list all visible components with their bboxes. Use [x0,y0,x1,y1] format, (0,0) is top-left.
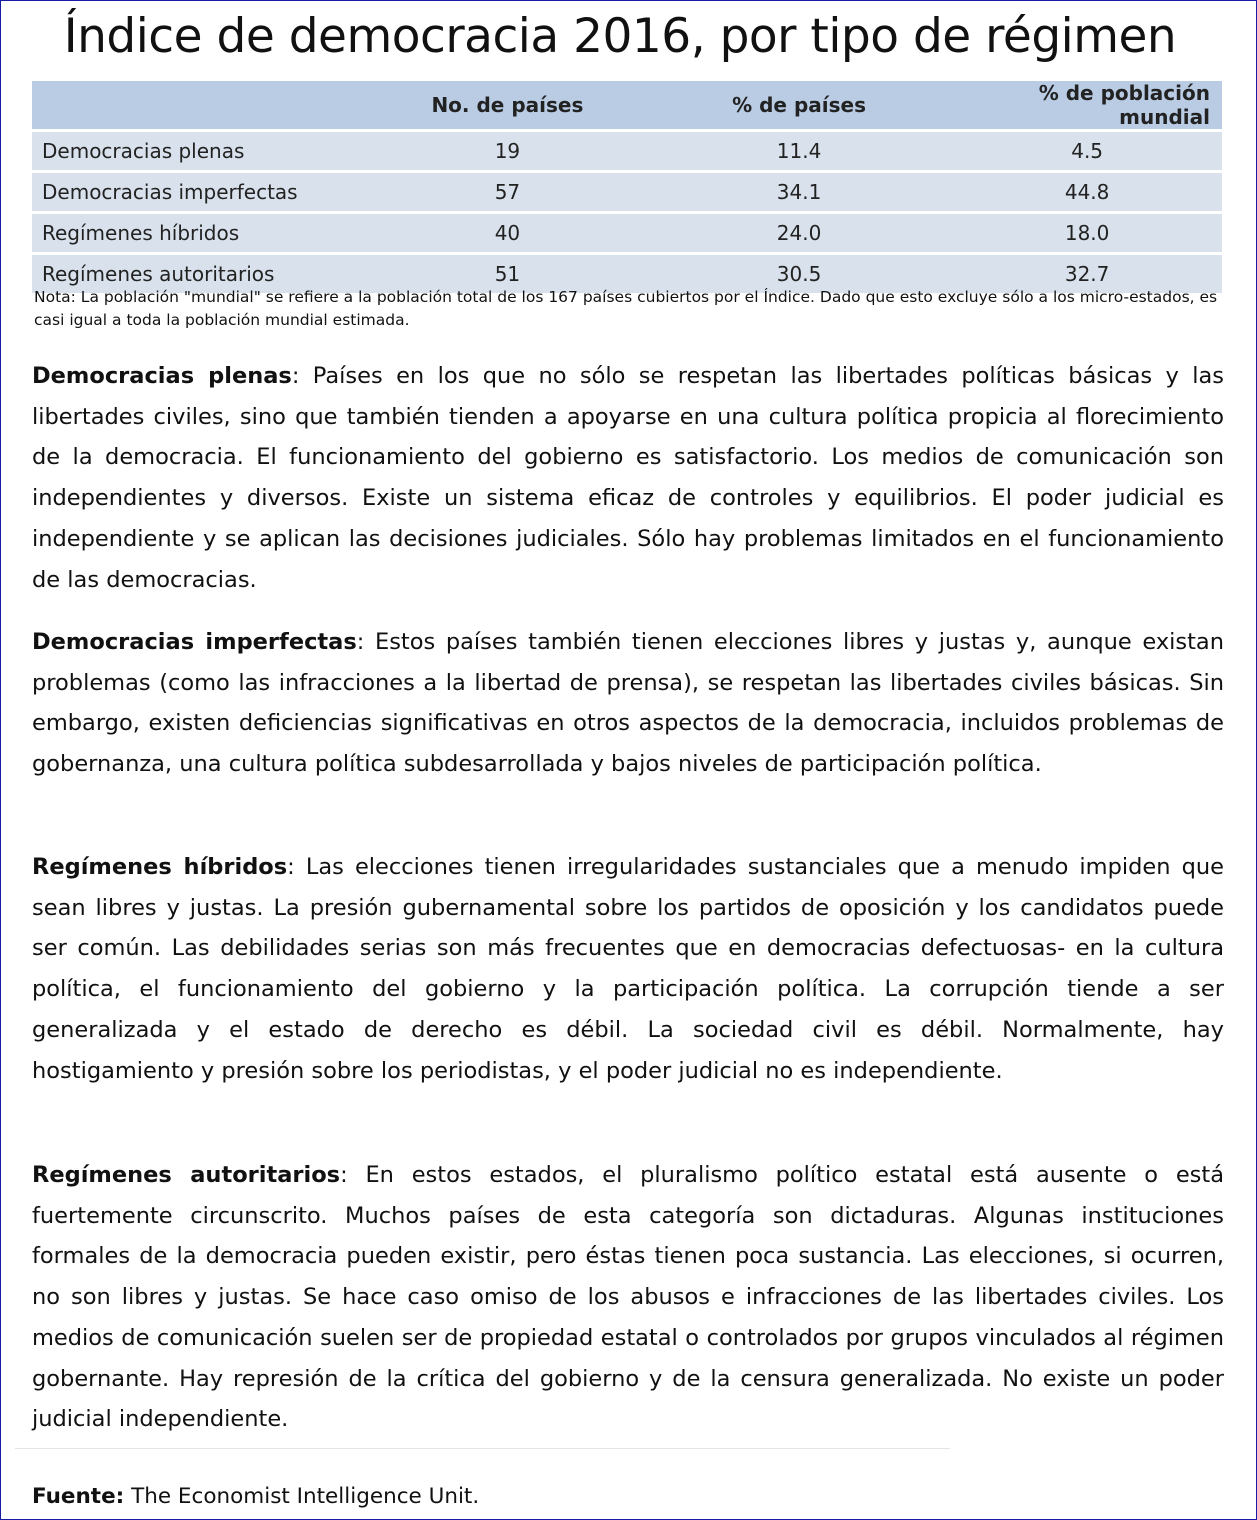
row-pct-population: 4.5 [952,132,1222,170]
table-note: Nota: La población "mundial" se refiere a la población total de los 167 países cubiertos por el Índice. Dado que esto excluye sólo a los micro-estados, es casi igual a toda la población mundial estimada. [34,288,1218,329]
table-header-row [32,81,1222,129]
definition-flawed-democracies [32,622,1224,785]
definition-text: : Estos países también tienen elecciones libres y justas y, aunque existan problemas (como las infracciones a la libertad de prensa), se respetan las libertades civiles básicas. Sin embargo, existen deficiencias significativas en otros aspectos de la democracia, incluidos problemas de gobernanza, una cultura política subdesarrollada y bajos niveles de participación política. [32,629,1224,778]
row-pct-population: 44.8 [952,173,1222,211]
row-category: Regímenes híbridos [32,214,369,252]
row-pct-countries: 34.1 [646,173,952,211]
row-countries: 57 [369,173,646,211]
row-countries: 51 [369,255,646,293]
header-category [32,81,369,129]
row-category: Regímenes autoritarios [32,255,369,293]
row-category: Democracias plenas [32,132,369,170]
source-label: Fuente: [32,1484,125,1509]
row-pct-population: 32.7 [952,255,1222,293]
definition-term: Democracias imperfectas [32,629,357,655]
row-category: Democracias imperfectas [32,173,369,211]
divider [15,1448,950,1449]
header-countries: No. de países [369,81,646,129]
definition-authoritarian-regimes [32,1155,1224,1440]
definition-text: : Las elecciones tienen irregularidades sustanciales que a menudo impiden que sean libres y justas. La presión gubernamental sobre los partidos de oposición y los candidatos puede ser común. Las debilidades serias son más frecuentes que en democracias defectuosas- en la cultura política, el funcionamiento del gobierno y la participación política. La corrupción tiende a ser generalizada y el estado de derecho es débil. La sociedad civil es débil. Normalmente, hay hostigamiento y presión sobre los periodistas, y el poder judicial no es independiente. [32,854,1224,1084]
row-countries: 40 [369,214,646,252]
definition-text: : En estos estados, el pluralismo político estatal está ausente o está fuertemente circunscrito. Muchos países de esta categoría son dictaduras. Algunas instituciones formales de la democracia pueden existir, pero éstas tienen poca sustancia. Las elecciones, si ocurren, no son libres y justas. Se hace caso omiso de los abusos e infracciones de las libertades civiles. Los medios de comunicación suelen ser de propiedad estatal o controlados por grupos vinculados al régimen gobernante. Hay represión de la crítica del gobierno y de la censura generalizada. No existe un poder judicial independiente. [32,1162,1224,1433]
definition-term: Regímenes híbridos [32,854,288,880]
table-row [32,214,1222,252]
definition-full-democracies [32,356,1224,600]
regime-table [32,78,1222,296]
header-pct-countries: % de países [646,81,952,129]
table-row [32,173,1222,211]
row-pct-countries: 11.4 [646,132,952,170]
row-countries: 19 [369,132,646,170]
row-pct-countries: 24.0 [646,214,952,252]
definition-term: Democracias plenas [32,363,292,389]
row-pct-countries: 30.5 [646,255,952,293]
header-pct-population: % de población mundial [952,81,1222,129]
source-line [32,1482,479,1512]
table-row [32,132,1222,170]
source-text: The Economist Intelligence Unit. [124,1484,480,1509]
page-title: Índice de democracia 2016, por tipo de régimen [63,9,1177,64]
row-pct-population: 18.0 [952,214,1222,252]
definition-hybrid-regimes [32,847,1224,1091]
definition-text: : Países en los que no sólo se respetan las libertades políticas básicas y las libertades civiles, sino que también tienden a apoyarse en una cultura política propicia al florecimiento de la democracia. El funcionamiento del gobierno es satisfactorio. Los medios de comunicación son independientes y diversos. Existe un sistema eficaz de controles y equilibrios. El poder judicial es independiente y se aplican las decisiones judiciales. Sólo hay problemas limitados en el funcionamiento de las democracias. [32,363,1224,593]
definition-term: Regímenes autoritarios [32,1162,341,1188]
